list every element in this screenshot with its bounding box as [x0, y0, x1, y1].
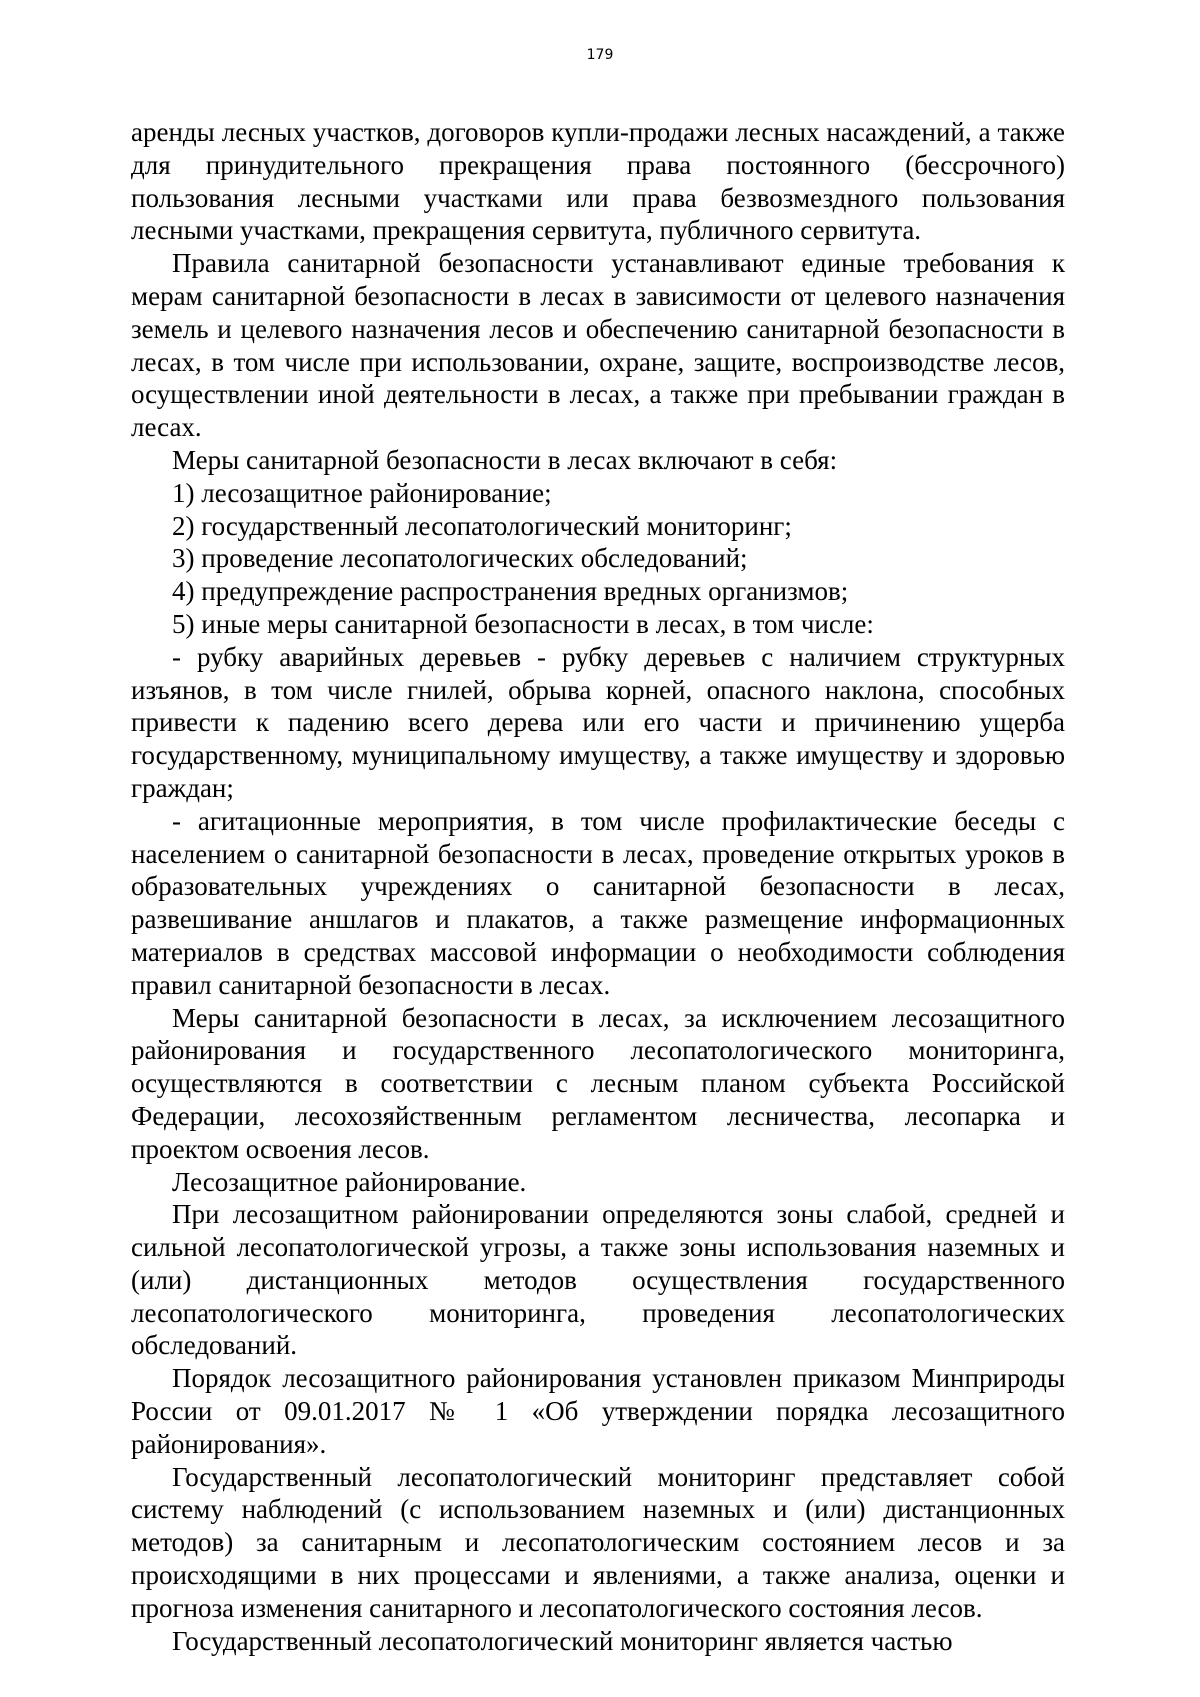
document-body: [131, 116, 1065, 1657]
sub-list-item: - рубку аварийных деревьев - рубку деревьев с наличием структурных изъянов, в том числе гнилей, обрыва корней, опасного наклона, способных привести к падению всего дерева или его части и причинению ущерба государственному, муниципальному имуществу, а также имуществу и здоровью граждан;: [131, 641, 1065, 803]
paragraph: Государственный лесопатологический мониторинг является частью: [172, 1625, 953, 1656]
list-item: 3) проведение лесопатологических обследований;: [172, 543, 748, 574]
page-number: 179: [586, 47, 614, 63]
paragraph: Порядок лесозащитного районирования установлен приказом Минприроды России от 09.01.2017 № 1 «Об утверждении порядка лесозащитного районирования».: [131, 1363, 1065, 1459]
paragraph: При лесозащитном районировании определяются зоны слабой, средней и сильной лесопатологической угрозы, а также зоны использования наземных и (или) дистанционных методов осуществления государственного лесопатологического мониторинга, проведения лесопатологических обследований.: [131, 1199, 1065, 1361]
paragraph: Правила санитарной безопасности устанавливают единые требования к мерам санитарной безопасности в лесах в зависимости от целевого назначения земель и целевого назначения лесов и обеспечению санитарной безопасности в лесах, в том числе при использовании, охране, защите, воспроизводстве лесов, осуществлении иной деятельности в лесах, а также при пребывании граждан в лесах.: [131, 248, 1065, 443]
section-heading: Лесозащитное районирование.: [172, 1166, 527, 1197]
paragraph: аренды лесных участков, договоров купли-продажи лесных насаждений, а также для принудительного прекращения права постоянного (бессрочного) пользования лесными участками или права безвозмездного пользования лесными участками, прекращения сервитута, публичного сервитута.: [131, 117, 1065, 246]
list-item: 5) иные меры санитарной безопасности в лесах, в том числе:: [172, 608, 874, 639]
paragraph: Меры санитарной безопасности в лесах, за исключением лесозащитного районирования и государственного лесопатологического мониторинга, осуществляются в соответствии с лесным планом субъекта Российской Федерации, лесохозяйственным регламентом лесничества, лесопарка и проектом освоения лесов.: [131, 1002, 1065, 1164]
sub-list-item: - агитационные мероприятия, в том числе профилактические беседы с населением о санитарной безопасности в лесах, проведение открытых уроков в образовательных учреждениях о санитарной безопасности в лесах, развешивание аншлагов и плакатов, а также размещение информационных материалов в средствах массовой информации о необходимости соблюдения правил санитарной безопасности в лесах.: [131, 805, 1065, 1000]
list-item: 1) лесозащитное районирование;: [172, 477, 552, 508]
list-item: 2) государственный лесопатологический мониторинг;: [172, 510, 792, 541]
paragraph: Меры санитарной безопасности в лесах включают в себя:: [172, 444, 838, 475]
paragraph: Государственный лесопатологический мониторинг представляет собой систему наблюдений (с использованием наземных и (или) дистанционных методов) за санитарным и лесопатологическим состоянием лесов и за происходящими в них процессами и явлениями, а также анализа, оценки и прогноза изменения санитарного и лесопатологического состояния лесов.: [131, 1461, 1065, 1623]
list-item: 4) предупреждение распространения вредных организмов;: [172, 576, 849, 607]
